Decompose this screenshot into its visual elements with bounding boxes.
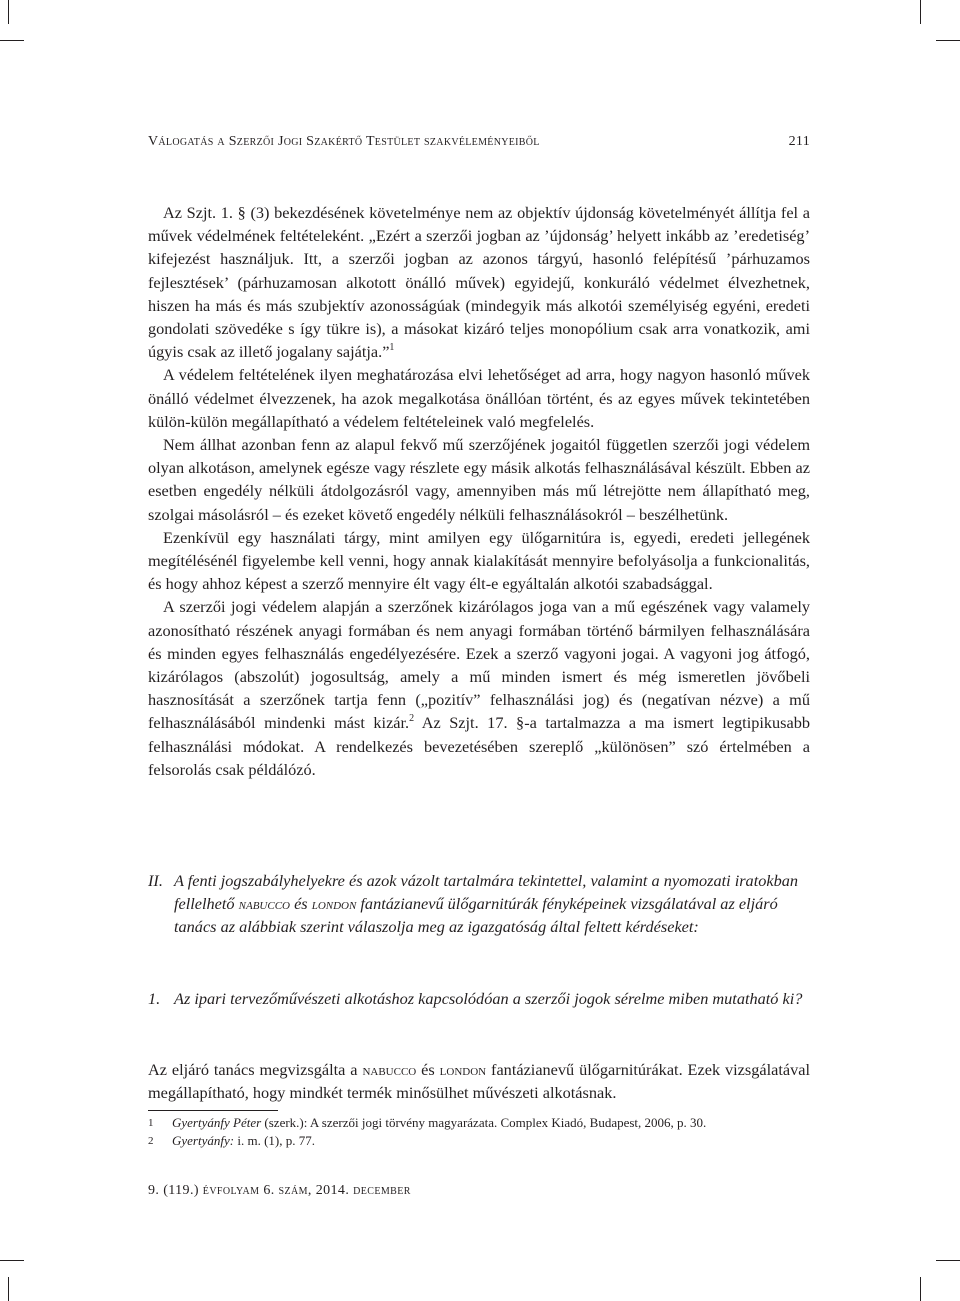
paragraph: A védelem feltételének ilyen meghatározása elvi lehetőséget ad arra, hogy nagyon hasonló művek önálló védelmet élvezzenek, ha azok megalkotása önállóan történt, és az egyes művek tekintetében külön-külön megállapítható a védelem feltételeinek való megfelelés. — [148, 365, 810, 431]
paragraph: A szerzői jogi védelem alapján a szerzőnek kizárólagos joga van a mű egészének vagy valamely azonosítható részének anyagi formában és nem anyagi formában történő bármilyen felhasználására és minden egyes felhasználás engedélyezésére. Ezek a szerző vagyoni jogai. A vagyoni jog átfogó, kizárólagos (abszolút) jogosultság, amely a mű minden ismert és még ismeretlen jövőbeli hasznosítását a szerzőnek tartja fenn („pozitív” felhasználási jog) és (negatívan nézve) a mű felhasználásából mindenki mást kizár.$^2$ Az Szjt. 17. §-a tartalmazza a ma ismert legtipikusabb felhasználási módokat. A rendelkezés bevezetésében szereplő „különösen” szó értelmében a felsorolás csak példálózó. — [148, 597, 811, 779]
question — [148, 987, 810, 1010]
paragraph: Ezenkívül egy használati tárgy, mint amilyen egy ülőgarnitúra is, egyedi, eredeti jellegének megítélésénél figyelembe kell venni, hogy annak kialakítását mennyire befolyásolja a funkcionalitás, és hogy ahhoz képest a szerző mennyire élt vagy élt-e egyáltalán alkotói szabadsággal. — [148, 527, 810, 594]
section-text: A fenti jogszabályhelyekre és azok vázolt tartalmára tekintettel, valamint a nyomozati iratokban fellelhető nabucco és london fantázianevű ülőgarnitúrák fényképeinek vizsgálatával az eljáró tanács az alábbiak szerint válaszolja meg az igazgatóság által feltett kérdéseket: — [174, 871, 799, 937]
product-name: london — [311, 894, 357, 914]
footnote-number: 1 — [148, 1117, 154, 1129]
paragraph: Nem állhat azonban fenn az alapul fekvő mű szerzőjének jogaitól független szerzői jogi védelem olyan alkotáson, amelynek egésze vagy részlete egy másik alkotás felhasználásával készült. Ebben az esetben engedély nélküli átdolgozásról vagy, amennyiben más mű létrejötte nem állapítható meg, szolgai másolásról – és ezeket követő engedély nélküli felhasználásokról – beszélhetünk. — [148, 435, 810, 524]
product-name: london — [439, 1060, 487, 1079]
footnotes — [148, 1114, 810, 1150]
crop-mark — [936, 1260, 960, 1261]
footer-issue: 9. (119.) évfolyam 6. szám, 2014. december — [148, 1183, 411, 1198]
section-heading — [148, 869, 810, 939]
answer: Az eljáró tanács megvizsgálta a nabucco és london fantázianevű ülőgarnitúrákat. Ezek vizsgálatával megállapítható, hogy mindkét termék minősülhet művészeti alkotásnak. — [148, 1060, 811, 1103]
crop-mark — [8, 0, 9, 24]
crop-mark — [8, 1277, 9, 1301]
paragraph: Az Szjt. 1. § (3) bekezdésének követelménye nem az objektív újdonság követelményét állítja fel a művek védelmének feltételeként. „Ezért a szerzői jogban az ’újdonság’ helyett inkább az ’eredetiség’ kifejezést használjuk. Itt, a szerzői jogban az azonos tárgyú, hasonló felépítésű ’párhuzamos fejlesztések’ (párhuzamosan alkotott önálló művek) egyidejű, konkuráló védelmet élvezhetnek, hiszen ha más és más szubjektív azonosságúak (mindegyik más alkotói személyiség egyéni, eredeti gondolati szövedéke s így tükre is), a másokat kizáró teljes monopólium csak arra vonatkozik, ami úgyis csak az illető jogalany sajátja.”$^1$ — [148, 203, 810, 362]
body-text — [148, 201, 810, 781]
product-name: nabucco — [362, 1060, 417, 1079]
crop-mark — [920, 0, 921, 24]
footnote-ref: 2 — [409, 713, 415, 725]
crop-mark — [936, 40, 960, 41]
footnote-rule — [148, 1110, 278, 1111]
footnote-number: 2 — [148, 1135, 154, 1147]
running-title: Válogatás a Szerzői Jogi Szakértő Testület szakvéleményeiből — [148, 134, 540, 149]
footnote-author: Gyertyánfy Péter — [172, 1115, 262, 1130]
product-name: nabucco — [238, 894, 290, 914]
footnote: 1 Gyertyánfy Péter (szerk.): A szerzői jogi törvény magyarázata. Complex Kiadó, Budapest, 2006, p. 30. — [148, 1115, 707, 1130]
crop-mark — [920, 1277, 921, 1301]
crop-mark — [0, 40, 24, 41]
footnote-author: Gyertyánfy: — [172, 1133, 235, 1148]
section-number: II. — [148, 871, 163, 890]
footnote-ref: 1 — [389, 342, 395, 354]
question-number: 1. — [148, 989, 161, 1008]
crop-mark — [0, 1260, 24, 1261]
page-number: 211 — [788, 134, 810, 149]
question-text: Az ipari tervezőművészeti alkotáshoz kapcsolódóan a szerzői jogok sérelme miben mutatható ki? — [174, 989, 803, 1008]
running-head — [148, 134, 810, 150]
footnote: 2 Gyertyánfy: i. m. (1), p. 77. — [148, 1133, 315, 1148]
